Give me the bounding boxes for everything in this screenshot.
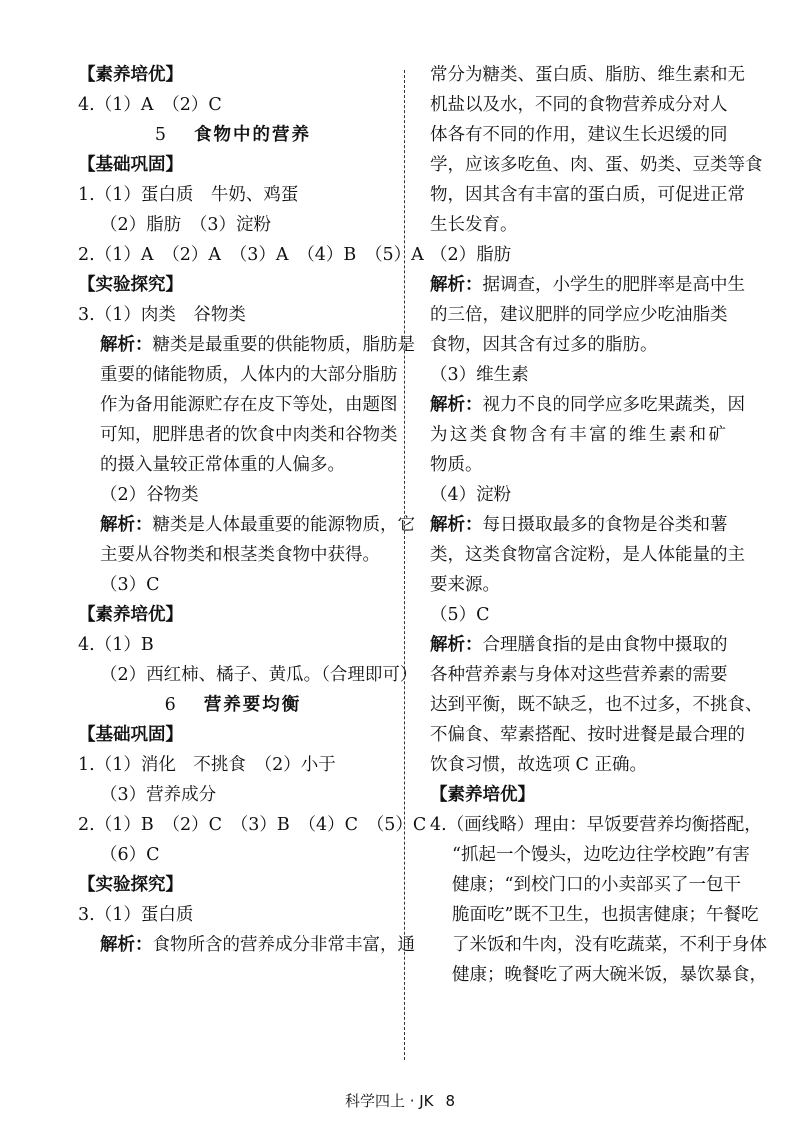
explanation-line: 类，这类食物富含淀粉，是人体能量的主 [430, 545, 745, 565]
lesson-name: 营养要均衡 [203, 695, 302, 715]
answer-line: 4.（画线略）理由：早饭要营养均衡搭配， [430, 815, 762, 835]
answer-line: （3）C [100, 575, 160, 595]
explanation-line: 生长发育。 [430, 215, 518, 235]
answer-line: 1.（1）消化 不挑食 （2）小于 [78, 755, 336, 775]
answer-line: （2）西红柿、橘子、黄瓜。（合理即可） [100, 665, 418, 685]
explanation-line [78, 930, 415, 960]
right-column [430, 60, 767, 990]
explanation-line: 的三倍，建议肥胖的同学应少吃油脂类 [430, 305, 728, 325]
explanation-text: 据调查，小学生的肥胖率是高中生 [482, 275, 745, 295]
answer-line: 2.（1）A （2）A （3）A （4）B （5）A [78, 245, 424, 265]
answer-line: 4.（1）A （2）C [78, 95, 222, 115]
column-divider [404, 70, 405, 1060]
lesson-number: 5 [154, 125, 169, 145]
explanation-label: 解析： [100, 935, 153, 955]
answer-line: （2）脂肪 [430, 245, 512, 265]
explanation-line: 可知，肥胖患者的饮食中肉类和谷物类 [100, 425, 398, 445]
explanation-line [78, 510, 415, 540]
explanation-line: 为这类食物含有丰富的维生素和矿 [430, 425, 726, 445]
answer-line: 4.（1）B [78, 635, 154, 655]
explanation-line: 常分为糖类、蛋白质、脂肪、维生素和无 [430, 65, 745, 85]
explanation-line: 机盐以及水，不同的食物营养成分对人 [430, 95, 728, 115]
answer-line: 健康；“到校门口的小卖部买了一包干 [452, 875, 741, 895]
answer-line: （5）C [430, 605, 490, 625]
answer-line: （2）脂肪 （3）淀粉 [100, 215, 272, 235]
explanation-line: 主要从谷物类和根茎类食物中获得。 [100, 545, 380, 565]
explanation-text: 糖类是最重要的供能物质，脂肪是 [152, 335, 415, 355]
explanation-line [430, 390, 745, 420]
explanation-line: 物质。 [430, 455, 483, 475]
explanation-line [430, 270, 745, 300]
section-heading: 【基础巩固】 [78, 155, 183, 175]
section-heading: 【实验探究】 [78, 275, 183, 295]
section-heading: 【素养培优】 [430, 785, 535, 805]
answer-line: 3.（1）肉类 谷物类 [78, 305, 246, 325]
lesson-number: 6 [164, 695, 178, 715]
explanation-line [78, 330, 415, 360]
explanation-line: 体各有不同的作用，建议生长迟缓的同 [430, 125, 728, 145]
explanation-line: 重要的储能物质，人体内的大部分脂肪 [100, 365, 398, 385]
answer-line: 2.（1）B （2）C （3）B （4）C （5）C [78, 815, 427, 835]
explanation-text: 每日摄取最多的食物是谷类和薯 [482, 515, 728, 535]
explanation-label: 解析： [430, 275, 483, 295]
explanation-label: 解析： [430, 515, 483, 535]
explanation-line: 作为备用能源贮存在皮下等处，由题图 [100, 395, 398, 415]
answer-line: 健康；晚餐吃了两大碗米饭，暴饮暴食， [452, 965, 767, 985]
explanation-label: 解析： [430, 395, 483, 415]
explanation-line: 饮食习惯，故选项 C 正确。 [430, 755, 648, 775]
page-footer [0, 1090, 800, 1111]
answer-line: （3）维生素 [430, 365, 529, 385]
section-heading: 【实验探究】 [78, 875, 183, 895]
lesson-title [78, 690, 388, 720]
book-title: 科学四上 · JK [344, 1092, 434, 1110]
section-heading: 【基础巩固】 [78, 725, 183, 745]
explanation-line: 达到平衡，既不缺乏，也不过多，不挑食、 [430, 695, 763, 715]
lesson-name: 食物中的营养 [194, 125, 312, 145]
page-number: 8 [445, 1092, 456, 1110]
explanation-line [430, 630, 726, 660]
explanation-label: 解析： [100, 335, 153, 355]
answer-line: 了米饭和牛肉，没有吃蔬菜，不利于身体 [452, 935, 767, 955]
explanation-text: 视力不良的同学应多吃果蔬类，因 [482, 395, 745, 415]
section-heading: 【素养培优】 [78, 65, 183, 85]
explanation-line: 食物，因其含有过多的脂肪。 [430, 335, 658, 355]
answer-line: （4）淀粉 [430, 485, 512, 505]
lesson-title [78, 120, 388, 150]
explanation-label: 解析： [100, 515, 153, 535]
explanation-text: 糖类是人体最重要的能源物质，它 [152, 515, 415, 535]
explanation-text: 合理膳食指的是由食物中摄取的 [482, 635, 728, 655]
answer-line: 脆面吃”既不卫生，也损害健康；午餐吃 [452, 905, 759, 925]
answer-line: （3）营养成分 [100, 785, 217, 805]
answer-line: 3.（1）蛋白质 [78, 905, 194, 925]
answer-line: （6）C [100, 845, 160, 865]
explanation-line: 学，应该多吃鱼、肉、蛋、奶类、豆类等食 [430, 155, 763, 175]
explanation-line: 不偏食、荤素搭配、按时进餐是最合理的 [430, 725, 745, 745]
section-heading: 【素养培优】 [78, 605, 183, 625]
answer-line: 1.（1）蛋白质 牛奶、鸡蛋 [78, 185, 299, 205]
explanation-text: 食物所含的营养成分非常丰富，通 [152, 935, 415, 955]
explanation-label: 解析： [430, 635, 483, 655]
explanation-line [430, 510, 726, 540]
left-column [78, 60, 427, 960]
answer-line: （2）谷物类 [100, 485, 199, 505]
explanation-line: 要来源。 [430, 575, 500, 595]
explanation-line: 各种营养素与身体对这些营养素的需要 [430, 665, 728, 685]
explanation-line: 的摄入量较正常体重的人偏多。 [100, 455, 345, 475]
answer-line: “抓起一个馒头，边吃边往学校跑”有害 [452, 845, 750, 865]
explanation-line: 物，因其含有丰富的蛋白质，可促进正常 [430, 185, 745, 205]
